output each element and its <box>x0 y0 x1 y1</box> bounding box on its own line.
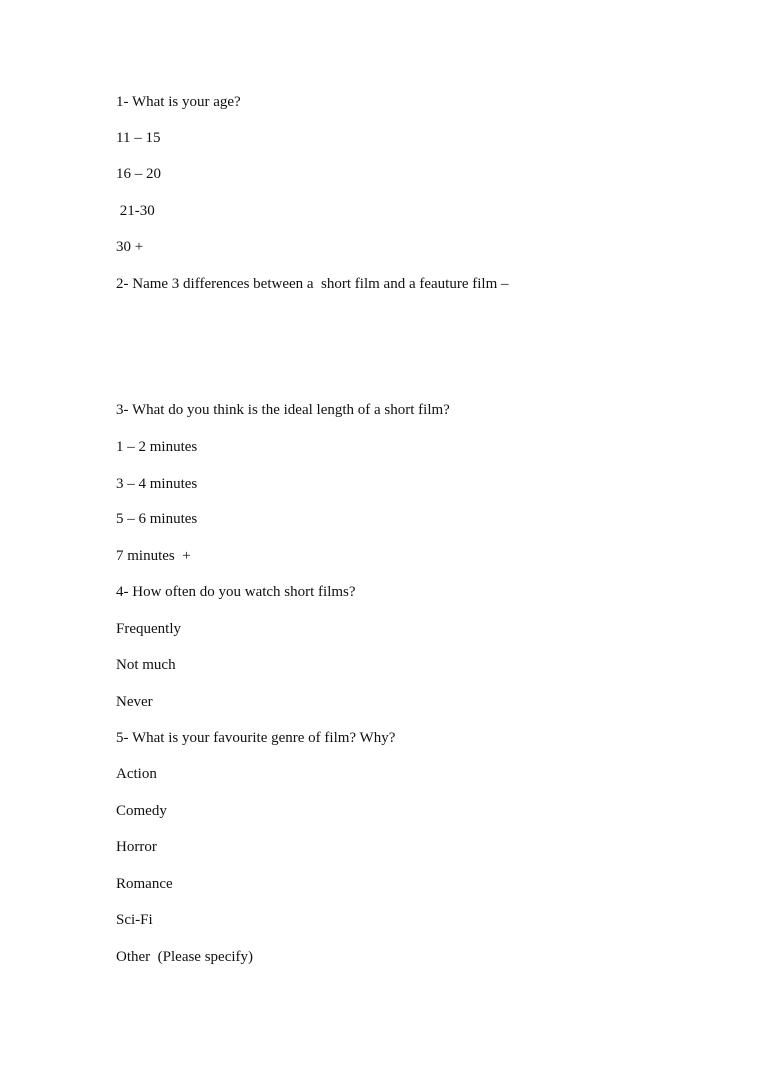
question-4: 4- How often do you watch short films? <box>116 584 356 600</box>
q5-option-romance: Romance <box>116 876 173 892</box>
question-3: 3- What do you think is the ideal length of a short film? <box>116 402 450 418</box>
q3-option-3-4-minutes: 3 – 4 minutes <box>116 476 198 492</box>
question-5: 5- What is your favourite genre of film? Why? <box>116 730 396 746</box>
question-1: 1- What is your age? <box>116 94 241 110</box>
q5-option-other: Other (Please specify) <box>116 949 254 965</box>
question-2: 2- Name 3 differences between a short film and a feauture film – <box>116 276 509 292</box>
q3-option-1-2-minutes: 1 – 2 minutes <box>116 439 198 455</box>
q4-option-frequently: Frequently <box>116 621 181 637</box>
q5-option-horror: Horror <box>116 839 157 855</box>
q4-option-not-much: Not much <box>116 657 176 673</box>
q5-option-sci-fi: Sci-Fi <box>116 912 153 928</box>
q5-option-comedy: Comedy <box>116 803 167 819</box>
q4-option-never: Never <box>116 694 153 710</box>
q3-option-7-plus-minutes: 7 minutes + <box>116 548 191 564</box>
q5-option-action: Action <box>116 766 157 782</box>
q1-option-16-20: 16 – 20 <box>116 166 161 182</box>
q1-option-30-plus: 30 + <box>116 239 144 255</box>
q1-option-21-30: 21-30 <box>116 203 155 219</box>
q1-option-11-15: 11 – 15 <box>116 130 161 146</box>
q3-option-5-6-minutes: 5 – 6 minutes <box>116 511 198 527</box>
